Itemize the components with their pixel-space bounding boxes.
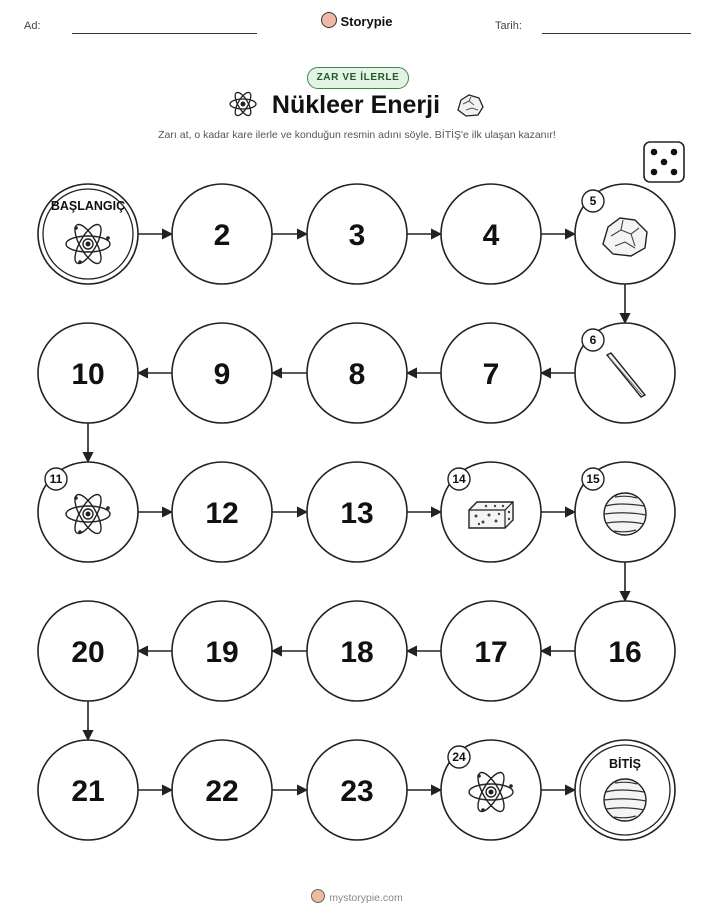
square-number: 17 — [474, 636, 508, 669]
board-square — [172, 184, 272, 284]
name-label: Ad: — [24, 20, 41, 32]
square-number: 2 — [213, 219, 231, 252]
board-square — [38, 323, 138, 423]
board-square — [441, 462, 541, 562]
board-square — [172, 462, 272, 562]
square-number: 18 — [340, 636, 374, 669]
dice-icon — [644, 142, 684, 182]
finish-label: BİTİŞ — [609, 757, 641, 771]
start-label: BAŞLANGIÇ — [50, 199, 126, 213]
board-square — [38, 462, 138, 562]
square-number: 16 — [608, 636, 642, 669]
title-text: Nükleer Enerji — [271, 91, 441, 119]
square-number: 23 — [340, 775, 374, 808]
finish-square — [575, 740, 675, 840]
board-square — [307, 184, 407, 284]
square-number: 9 — [213, 358, 231, 391]
square-number: 22 — [205, 775, 239, 808]
board-square — [575, 323, 675, 423]
footer-logo-icon — [311, 889, 325, 903]
board-square — [38, 740, 138, 840]
square-number: 12 — [205, 497, 239, 530]
board-square — [575, 462, 675, 562]
square-number: 13 — [340, 497, 374, 530]
square-number: 7 — [482, 358, 500, 391]
board-square — [441, 601, 541, 701]
square-number: 20 — [71, 636, 105, 669]
square-number-badge: 6 — [589, 333, 597, 347]
board-square — [575, 184, 675, 284]
board-square — [38, 601, 138, 701]
board-square — [307, 462, 407, 562]
footer — [0, 889, 714, 904]
square-number: 3 — [348, 219, 366, 252]
footer-url: mystorypie.com — [329, 892, 403, 904]
square-number: 21 — [71, 775, 105, 808]
square-number: 10 — [71, 358, 105, 391]
date-label: Tarih: — [495, 20, 522, 32]
board-square — [172, 323, 272, 423]
square-number-badge: 11 — [49, 472, 63, 486]
board-square — [441, 323, 541, 423]
planet-icon — [604, 493, 646, 535]
board-square — [441, 184, 541, 284]
start-square — [38, 184, 138, 284]
board-square — [172, 601, 272, 701]
board-square — [172, 740, 272, 840]
board-square — [441, 740, 541, 840]
square-number: 8 — [348, 358, 366, 391]
square-number: 4 — [482, 219, 500, 252]
instructions: Zarı at, o kadar kare ilerle ve konduğun resmin adını söyle. BİTİŞ'e ilk ulaşan kazanır! — [158, 129, 556, 141]
sponge-block-icon — [469, 502, 513, 528]
square-number-badge: 5 — [589, 194, 597, 208]
brand-name: Storypie — [340, 14, 393, 29]
square-number-badge: 15 — [586, 472, 600, 486]
game-type-badge: ZAR VE İLERLE — [307, 67, 409, 89]
board-square — [307, 601, 407, 701]
board-square — [307, 740, 407, 840]
board-square — [575, 601, 675, 701]
square-number: 19 — [205, 636, 239, 669]
square-number-badge: 24 — [452, 750, 466, 764]
planet-icon — [604, 779, 646, 821]
board-square — [307, 323, 407, 423]
square-number-badge: 14 — [452, 472, 466, 486]
